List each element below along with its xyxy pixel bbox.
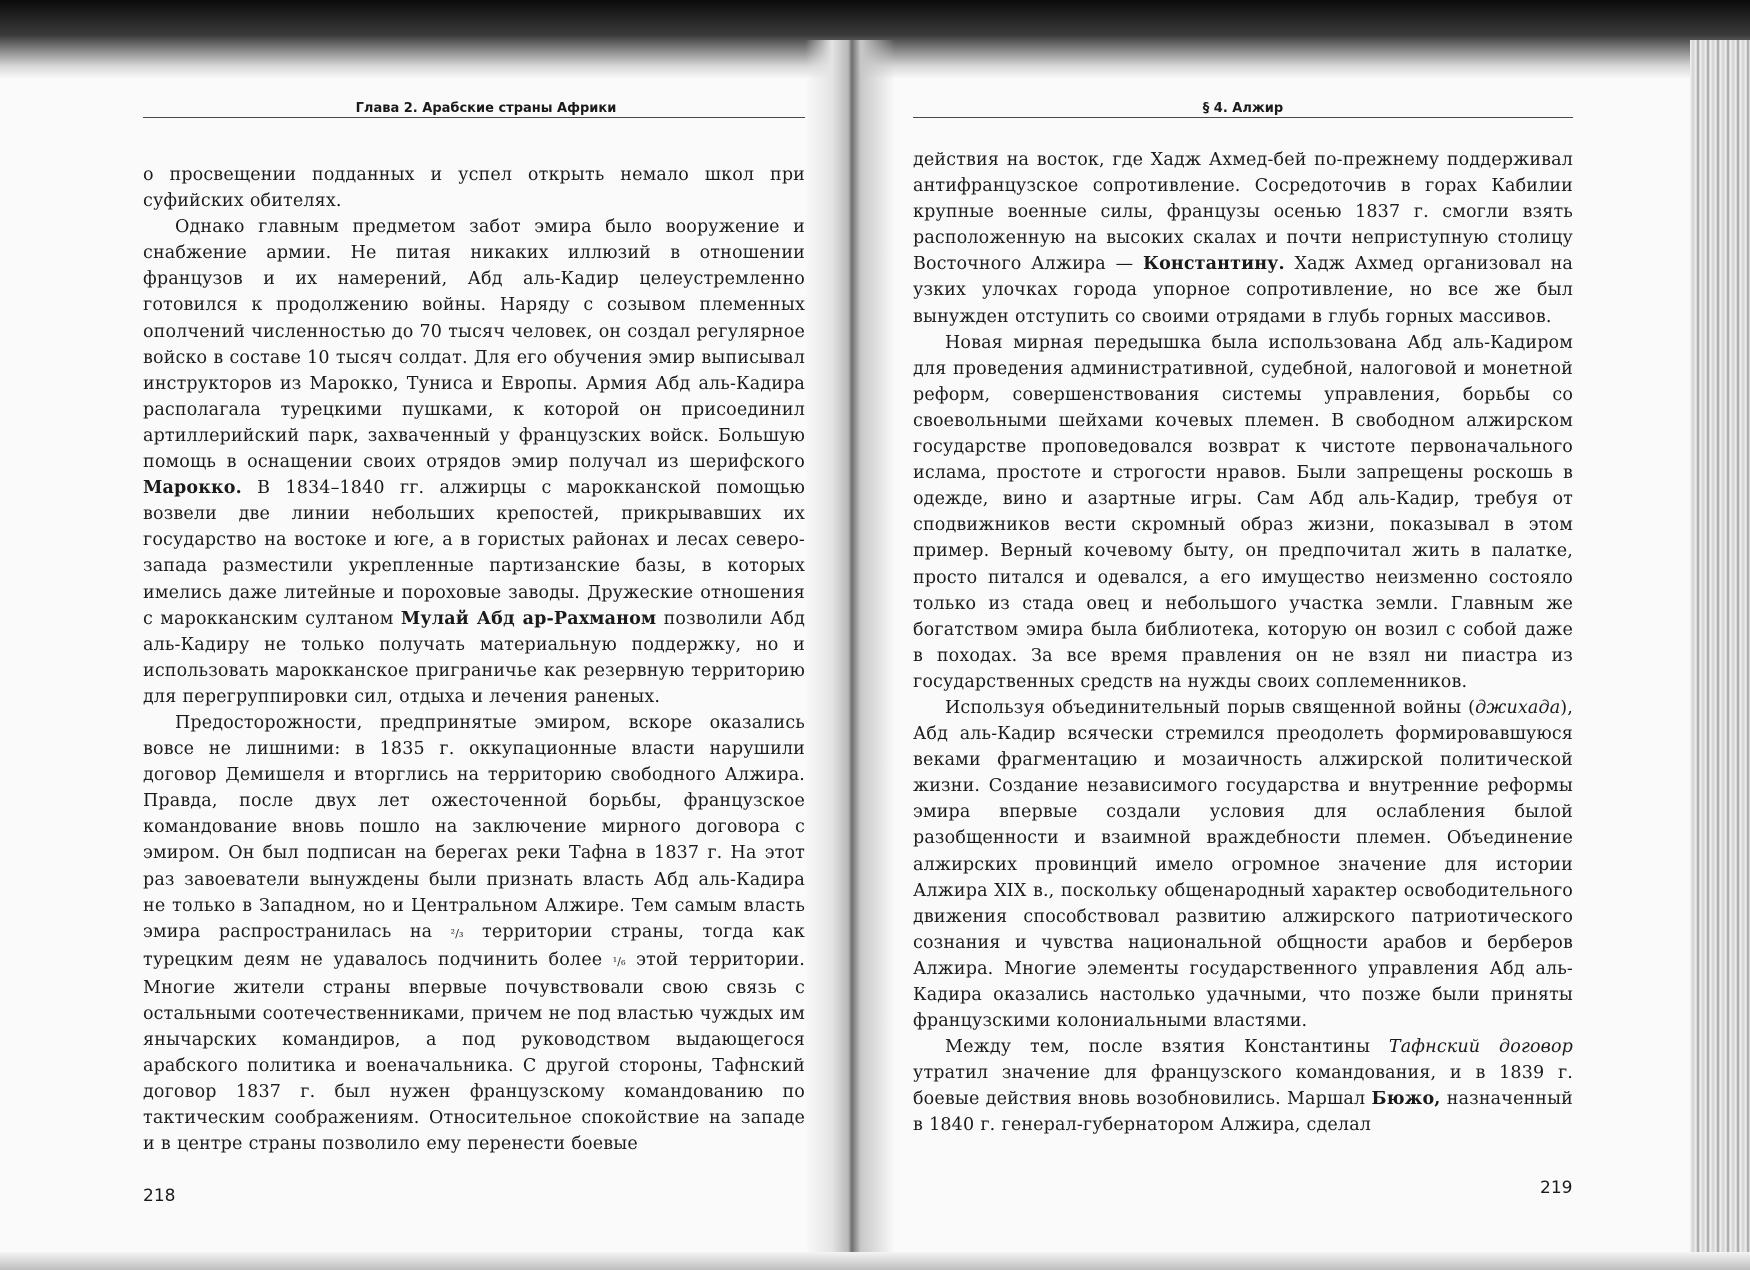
italic-term: Тафнский договор xyxy=(1388,1037,1573,1058)
bold-term: Мулай Абд ар-Рахманом xyxy=(400,608,657,629)
text-run: территории страны, тогда как турецким деям не удавалось подчинить более xyxy=(143,921,806,970)
text-run: утратил значение для французского командования, и в 1839 г. боевые действия вновь возобновились. Маршал xyxy=(913,1063,1573,1110)
fraction: ²/₃ xyxy=(450,926,464,940)
bold-term: Бюжо, xyxy=(1371,1089,1441,1110)
paragraph xyxy=(913,330,1573,695)
paragraph xyxy=(143,162,805,214)
text-run: ), Абд аль-Кадир всячески стремился преодолеть формировавшуюся веками фрагментацию и мозаичность алжирской политической жизни. Создание независимого государства и внутренние реформы эмира впервые создали условия для ослабления былой разобщенности и взаимной враждебности племен. Объединение алжирских провинций имело огромное значение для истории Алжира XIX в., поскольку общенародный характер освободительного движения способствовал развитию алжирского патриотического сознания и чувства национальной общности арабов и берберов Алжира. Многие элементы государственного управления Абд аль-Кадира оказались настолько удачными, что позже были приняты французскими колониальными властями. xyxy=(913,697,1573,1032)
right-running-head: § 4. Алжир xyxy=(913,100,1573,118)
paragraph xyxy=(143,214,805,710)
right-page xyxy=(913,100,1573,1139)
scan-bottom-shadow xyxy=(0,1252,1750,1270)
text-run: Однако главным предметом забот эмира было вооружение и снабжение армии. Не питая никаких иллюзий в отношении французов и их намерений, Абд аль-Кадир целеустремленно готовился к продолжению войны. Наряду с созывом племенных ополчений численностью до 70 тысяч человек, он создал регулярное войско в составе 10 тысяч солдат. Для его обучения эмир выписывал инструкторов из Марокко, Туниса и Европы. Армия Абд аль-Кадира располагала турецкими пушками, к которой он присоединил артиллерийский парк, захваченный у французских войск. Большую помощь в оснащении своих отрядов эмир получал из шерифского xyxy=(143,217,805,473)
text-run: Предосторожности, предпринятые эмиром, вскоре оказались вовсе не лишними: в 1835 г. оккупационные власти нарушили договор Демишеля и вторглись на территорию свободного Алжира. Правда, после двух лет ожесточенной борьбы, французское командование вновь пошло на заключение мирного договора с эмиром. Он был подписан на берегах реки Тафна в 1837 г. На этот раз завоеватели вынуждены были признать власть Абд аль-Кадира не только в Западном, но и Центральном Алжире. Тем самым власть эмира распространилась на xyxy=(143,712,805,942)
text-run: Используя объединительный порыв священной войны ( xyxy=(945,697,1476,718)
text-run: действия на восток, где Хадж Ахмед-бей по-прежнему поддерживал антифранцузское сопротивление. Сосредоточив в горах Кабилии крупные военные силы, французы осенью 1837 г. смогли взять расположенную на высоких скалах и почти неприступную столицу Восточного Алжира — xyxy=(913,150,1573,275)
right-page-number: 219 xyxy=(1540,1178,1573,1198)
text-run: В 1834–1840 гг. алжирцы с марокканской помощью возвели две линии небольших крепостей, прикрывавших их государство на востоке и юге, а в гористых районах и лесах северо-запада разместили укрепленные партизанские базы, в которых имелись даже литейные и пороховые заводы. Дружеские отношения с марокканским султаном xyxy=(143,478,805,629)
left-body-text xyxy=(143,162,805,1158)
book-gutter xyxy=(805,40,895,1270)
italic-term: джихада xyxy=(1475,697,1561,718)
fraction: ¹/₆ xyxy=(612,954,626,968)
right-body-text xyxy=(913,147,1573,1139)
text-run: позволили Абд аль-Кадиру не только получать материальную поддержку, но и использовать марокканское приграничье как резервную территорию для перегруппировки сил, отдыха и лечения раненых. xyxy=(143,608,806,707)
left-page xyxy=(143,100,805,1158)
bold-term: Марокко. xyxy=(143,478,242,499)
left-running-head: Глава 2. Арабские страны Африки xyxy=(143,100,805,118)
text-run: Между тем, после взятия Константины xyxy=(945,1037,1389,1058)
text-run: назначенный в 1840 г. генерал-губернатором Алжира, сделал xyxy=(913,1089,1573,1136)
left-page-number: 218 xyxy=(143,1186,176,1206)
bold-term: Константину. xyxy=(1143,254,1285,275)
text-run: о просвещении подданных и успел открыть немало школ при суфийских обителях. xyxy=(143,165,805,212)
paragraph xyxy=(913,1034,1573,1138)
page-edges xyxy=(1690,40,1750,1270)
text-run: Новая мирная передышка была использована Абд аль-Кадиром для проведения административной, судебной, налоговой и монетной реформ, совершенствования системы управления, борьбы со своевольными шейхами кочевых племен. В свободном алжирском государстве проповедовался возврат к чистоте первоначального ислама, простоте и строгости нравов. Были запрещены роскошь в одежде, вино и азартные игры. Сам Абд аль-Кадир, требуя от сподвижников вести скромный образ жизни, показывал в этом пример. Верный кочевому быту, он предпочитал жить в палатке, просто питался и одевался, а его имущество неизменно состояло только из стада овец и небольшого участка земли. Главным же богатством эмира была библиотека, которую он возил с собой даже в походах. За все время правления он не взял ни пиастра из государственных средств на нужды своих соплеменников. xyxy=(913,332,1573,692)
paragraph xyxy=(913,147,1573,330)
text-run: Хадж Ахмед организовал на узких улочках города упорное сопротивление, но все же был вынужден отступить со своими отрядами в глубь горных массивов. xyxy=(913,254,1574,327)
paragraph xyxy=(143,710,805,1158)
text-run: этой территории. Многие жители страны впервые почувствовали свою связь с остальными соотечественниками, причем не под властью чуждых им янычарских командиров, а под руководством выдающегося арабского политика и военачальника. С другой стороны, Тафнский договор 1837 г. был нужен французскому командованию по тактическим соображениям. Относительное спокойствие на западе и в центре страны позволило ему перенести боевые xyxy=(143,949,806,1155)
paragraph xyxy=(913,695,1573,1034)
